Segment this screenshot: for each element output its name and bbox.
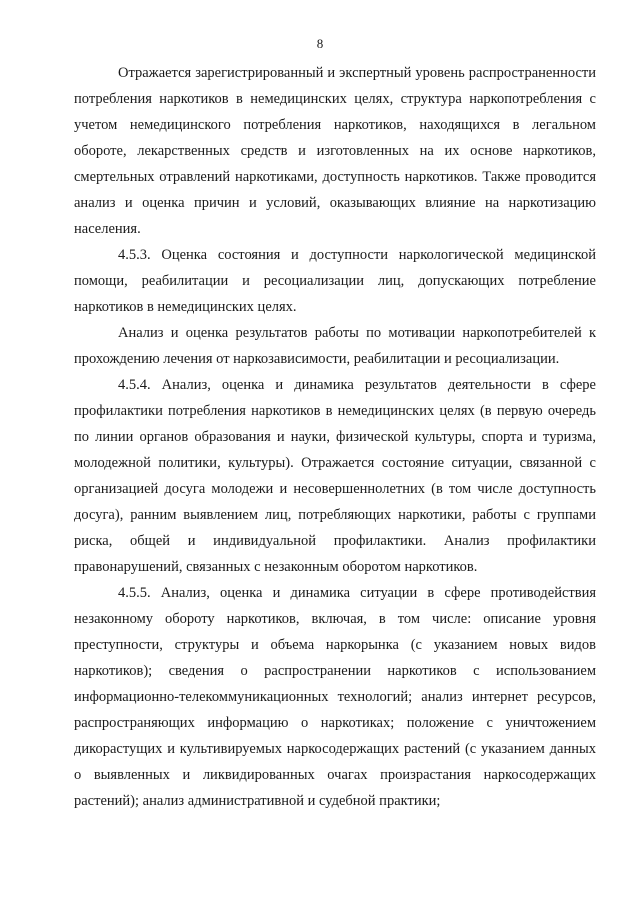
paragraph-4-5-5-illicit-trafficking: 4.5.5. Анализ, оценка и динамика ситуации в сфере противодействия незаконному обороту наркотиков, включая, в том числе: описание уровня преступности, структуры и объема наркорынка (с указанием новых видов наркотиков); сведения о распространении наркотиков с использованием информационно-телекоммуникационных технологий; анализ интернет ресурсов, распространяющих информацию о наркотиках; положение с уничтожением дикорастущих и культивируемых наркосодержащих растений (с указанием данных о выявленных и ликвидированных очагах произрастания наркосодержащих растений); анализ административной и судебной практики; xyxy=(74,585,596,809)
paragraph-prevalence-overview: Отражается зарегистрированный и экспертный уровень распространенности потребления наркотиков в немедицинских целях, структура наркопотребления с учетом немедицинского потребления наркотиков, находящихся в легальном обороте, лекарственных средств и изготовленных на их основе наркотиков, смертельных отравлений наркотиками, доступность наркотиков. Также проводится анализ и оценка причин и условий, оказывающих влияние на наркотизацию населения. xyxy=(74,65,596,237)
page-number: 8 xyxy=(316,36,324,51)
paragraph-4-5-4-prevention: 4.5.4. Анализ, оценка и динамика результатов деятельности в сфере профилактики потребления наркотиков в немедицинских целях (в первую очередь по линии органов образования и науки, физической культуры, спорта и туризма, молодежной политики, культуры). Отражается состояние ситуации, связанной с организацией досуга молодежи и несовершеннолетних (в том числе доступность досуга), ранним выявлением лиц, потребляющих наркотики, работы с группами риска, общей и индивидуальной профилактики. Анализ профилактики правонарушений, связанных с незаконным оборотом наркотиков. xyxy=(74,377,596,575)
paragraph-treatment-motivation: Анализ и оценка результатов работы по мотивации наркопотребителей к прохождению лечения от наркозависимости, реабилитации и ресоциализации. xyxy=(74,325,596,367)
paragraph-4-5-3-medical-care: 4.5.3. Оценка состояния и доступности наркологической медицинской помощи, реабилитации и ресоциализации лиц, допускающих потребление наркотиков в немедицинских целях. xyxy=(74,247,596,315)
body-text xyxy=(74,60,596,814)
